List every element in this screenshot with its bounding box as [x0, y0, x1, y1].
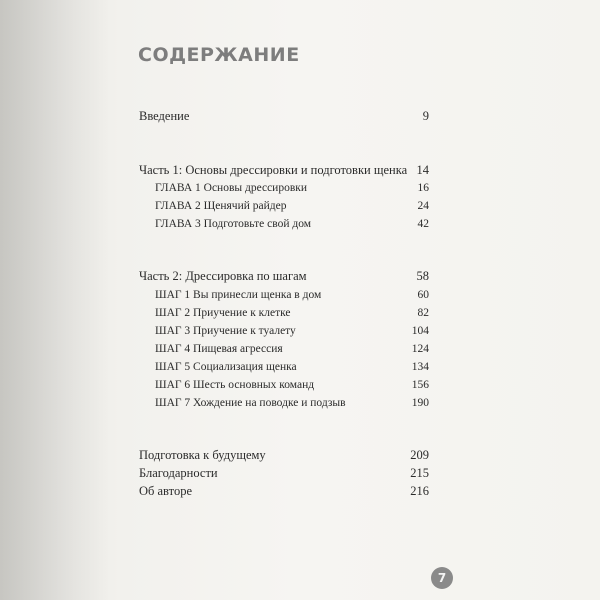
- toc-entry-label: Подготовка к будущему: [139, 448, 266, 462]
- toc-entry-step-5: [155, 359, 429, 375]
- toc-entry-part1: [139, 162, 429, 178]
- toc-entry-chapter-1: [155, 180, 429, 196]
- toc-entry-label: ГЛАВА 2 Щенячий райдер: [155, 200, 287, 212]
- toc-entry-acknowledgements: [139, 465, 429, 481]
- toc-entry-chapter-2: [155, 198, 429, 214]
- toc-entry-step-4: [155, 341, 429, 357]
- toc-entry-label: ШАГ 7 Хождение на поводке и подзыв: [155, 397, 346, 409]
- toc-entry-intro: [139, 108, 429, 124]
- toc-entry-page: 24: [417, 200, 429, 212]
- toc-entry-label: Введение: [139, 109, 190, 123]
- toc-entry-label: ШАГ 3 Приучение к туалету: [155, 325, 296, 337]
- page-number-badge: 7: [431, 567, 453, 589]
- toc-entry-chapter-3: [155, 216, 429, 232]
- toc-entry-page: 209: [410, 448, 429, 462]
- toc-entry-step-2: [155, 305, 429, 321]
- toc-entry-label: ГЛАВА 3 Подготовьте свой дом: [155, 218, 312, 230]
- toc-entry-step-1: [155, 287, 429, 303]
- toc-entry-label: ШАГ 4 Пищевая агрессия: [155, 343, 283, 355]
- toc-entry-about-author: [139, 483, 429, 499]
- toc-entry-label: Часть 1: Основы дрессировки и подготовки щенка: [139, 163, 408, 177]
- toc-entry-page: 156: [411, 379, 429, 391]
- toc-entry-page: 82: [417, 307, 429, 319]
- toc-entry-page: 60: [417, 289, 429, 301]
- toc-entry-future: [139, 447, 429, 463]
- toc-entry-label: Об авторе: [139, 484, 192, 498]
- toc-entry-page: 216: [410, 484, 429, 498]
- toc-entry-label: Часть 2: Дрессировка по шагам: [139, 269, 307, 283]
- toc-entry-page: 124: [411, 343, 429, 355]
- toc-entry-part2: [139, 268, 429, 284]
- toc-entry-page: 16: [417, 182, 429, 194]
- toc-entry-step-6: [155, 377, 429, 393]
- toc-entry-label: ГЛАВА 1 Основы дрессировки: [155, 182, 308, 194]
- toc-entry-page: 9: [422, 109, 429, 123]
- toc-entry-label: ШАГ 6 Шесть основных команд: [155, 379, 315, 391]
- toc-entry-page: 215: [410, 466, 429, 480]
- toc-entry-page: 58: [416, 269, 429, 283]
- toc-entry-page: 14: [416, 163, 429, 177]
- toc-entry-step-3: [155, 323, 429, 339]
- page-title: СОДЕРЖАНИЕ: [138, 44, 300, 66]
- toc-entry-label: Благодарности: [139, 466, 218, 480]
- toc-entry-page: 134: [411, 361, 429, 373]
- toc-entry-label: ШАГ 5 Социализация щенка: [155, 361, 297, 373]
- toc-entry-page: 104: [411, 325, 429, 337]
- toc-entry-step-7: [155, 395, 429, 411]
- toc-entry-label: ШАГ 2 Приучение к клетке: [155, 307, 291, 319]
- spine-shadow: [0, 0, 110, 600]
- toc-entry-page: 190: [411, 397, 429, 409]
- toc-entry-page: 42: [417, 218, 429, 230]
- toc-entry-label: ШАГ 1 Вы принесли щенка в дом: [155, 289, 322, 301]
